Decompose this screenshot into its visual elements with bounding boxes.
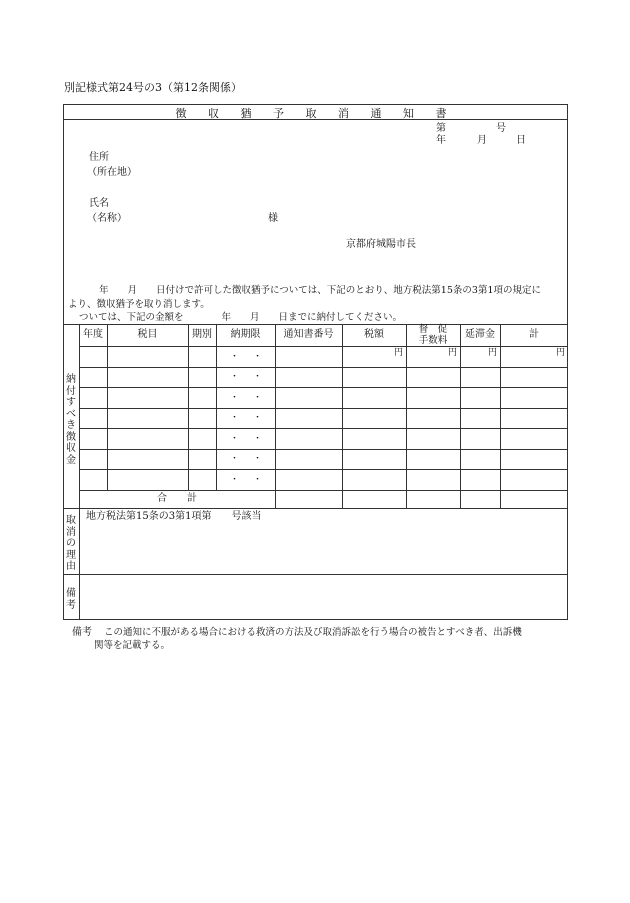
name-label: 氏名 (89, 198, 109, 209)
due-date-placeholder: ・・ (229, 454, 276, 464)
honorific: 様 (268, 213, 278, 224)
reason-bottom-line (63, 574, 568, 575)
due-date-placeholder: ・・ (229, 475, 276, 485)
row-line (79, 428, 568, 429)
col-header-year: 年度 (83, 329, 103, 340)
footnote-label: 備考 (72, 627, 92, 638)
table-header-line (79, 346, 568, 347)
address-sub-label: （所在地） (87, 167, 137, 178)
date-year: 年 (436, 135, 446, 146)
col-divider (188, 324, 189, 490)
number-prefix: 第 (436, 123, 446, 134)
section-label-reason: 取消の理由 (66, 515, 76, 572)
col-header-period: 期別 (192, 329, 212, 340)
form-title: 徴 収 猶 予 取 消 通 知 書 (175, 107, 456, 120)
due-date-placeholder: ・・ (229, 434, 276, 444)
date-day: 日 (516, 135, 526, 146)
col-divider (107, 324, 108, 490)
rows-bottom-line (79, 490, 568, 491)
table-top-line (63, 324, 568, 325)
issuer-name: 京都府城陽市長 (346, 239, 416, 250)
body-line-1: 年 月 日付けで許可した徴収猶予については、下記のとおり、地方税法第15条の3第1項の規定に (99, 285, 541, 296)
notice-form-frame (63, 104, 568, 620)
row-line (79, 469, 568, 470)
address-label: 住所 (89, 152, 109, 163)
body-line-2: より、徴収猶予を取り消します。 (68, 299, 210, 310)
body-line-3: ついては、下記の金額を 年 月 日までに納付してください。 (79, 312, 403, 323)
col-header-tokusoku: 督 促 (418, 324, 448, 335)
col-header-fee: 手数料 (418, 335, 448, 346)
col-header-delay-charge: 延滞金 (465, 329, 495, 340)
row-line (79, 367, 568, 368)
footnote-line-2: 関等を記載する。 (94, 640, 171, 651)
due-date-placeholder: ・・ (229, 413, 276, 423)
section-column-divider (79, 324, 80, 620)
col-header-due-date: 納期限 (230, 329, 261, 340)
section-label-remarks: 備考 (66, 588, 76, 611)
row-line (79, 449, 568, 450)
col-header-tax-item: 税目 (137, 329, 158, 340)
total-unit: 円 (555, 348, 565, 358)
section-label-payment: 納付すべき徴収金 (66, 374, 76, 466)
row-line (79, 408, 568, 409)
fee-unit: 円 (447, 348, 457, 358)
col-header-notice-number: 通知書番号 (283, 329, 334, 340)
sum-bottom-line (63, 508, 568, 509)
reason-text: 地方税法第15条の3第1項第 号該当 (86, 511, 262, 522)
delay-charge-unit: 円 (487, 348, 497, 358)
due-date-placeholder: ・・ (229, 393, 276, 403)
date-month: 月 (477, 135, 487, 146)
number-suffix: 号 (496, 123, 506, 134)
row-line (79, 387, 568, 388)
due-date-placeholder: ・・ (229, 372, 276, 382)
sum-label: 合 計 (157, 493, 197, 504)
due-date-placeholder: ・・ (229, 352, 276, 362)
footnote-line-1: この通知に不服がある場合における救済の方法及び取消訴訟を行う場合の被告とすべき者、出訴機 (104, 627, 522, 638)
tax-amount-unit: 円 (393, 348, 403, 358)
col-header-total: 計 (529, 329, 539, 340)
name-sub-label: （名称） (87, 213, 127, 224)
col-divider (216, 324, 217, 490)
col-header-tax-amount: 税額 (364, 329, 384, 340)
form-reference: 別記様式第24号の3（第12条関係） (64, 81, 242, 94)
title-divider (63, 119, 568, 120)
